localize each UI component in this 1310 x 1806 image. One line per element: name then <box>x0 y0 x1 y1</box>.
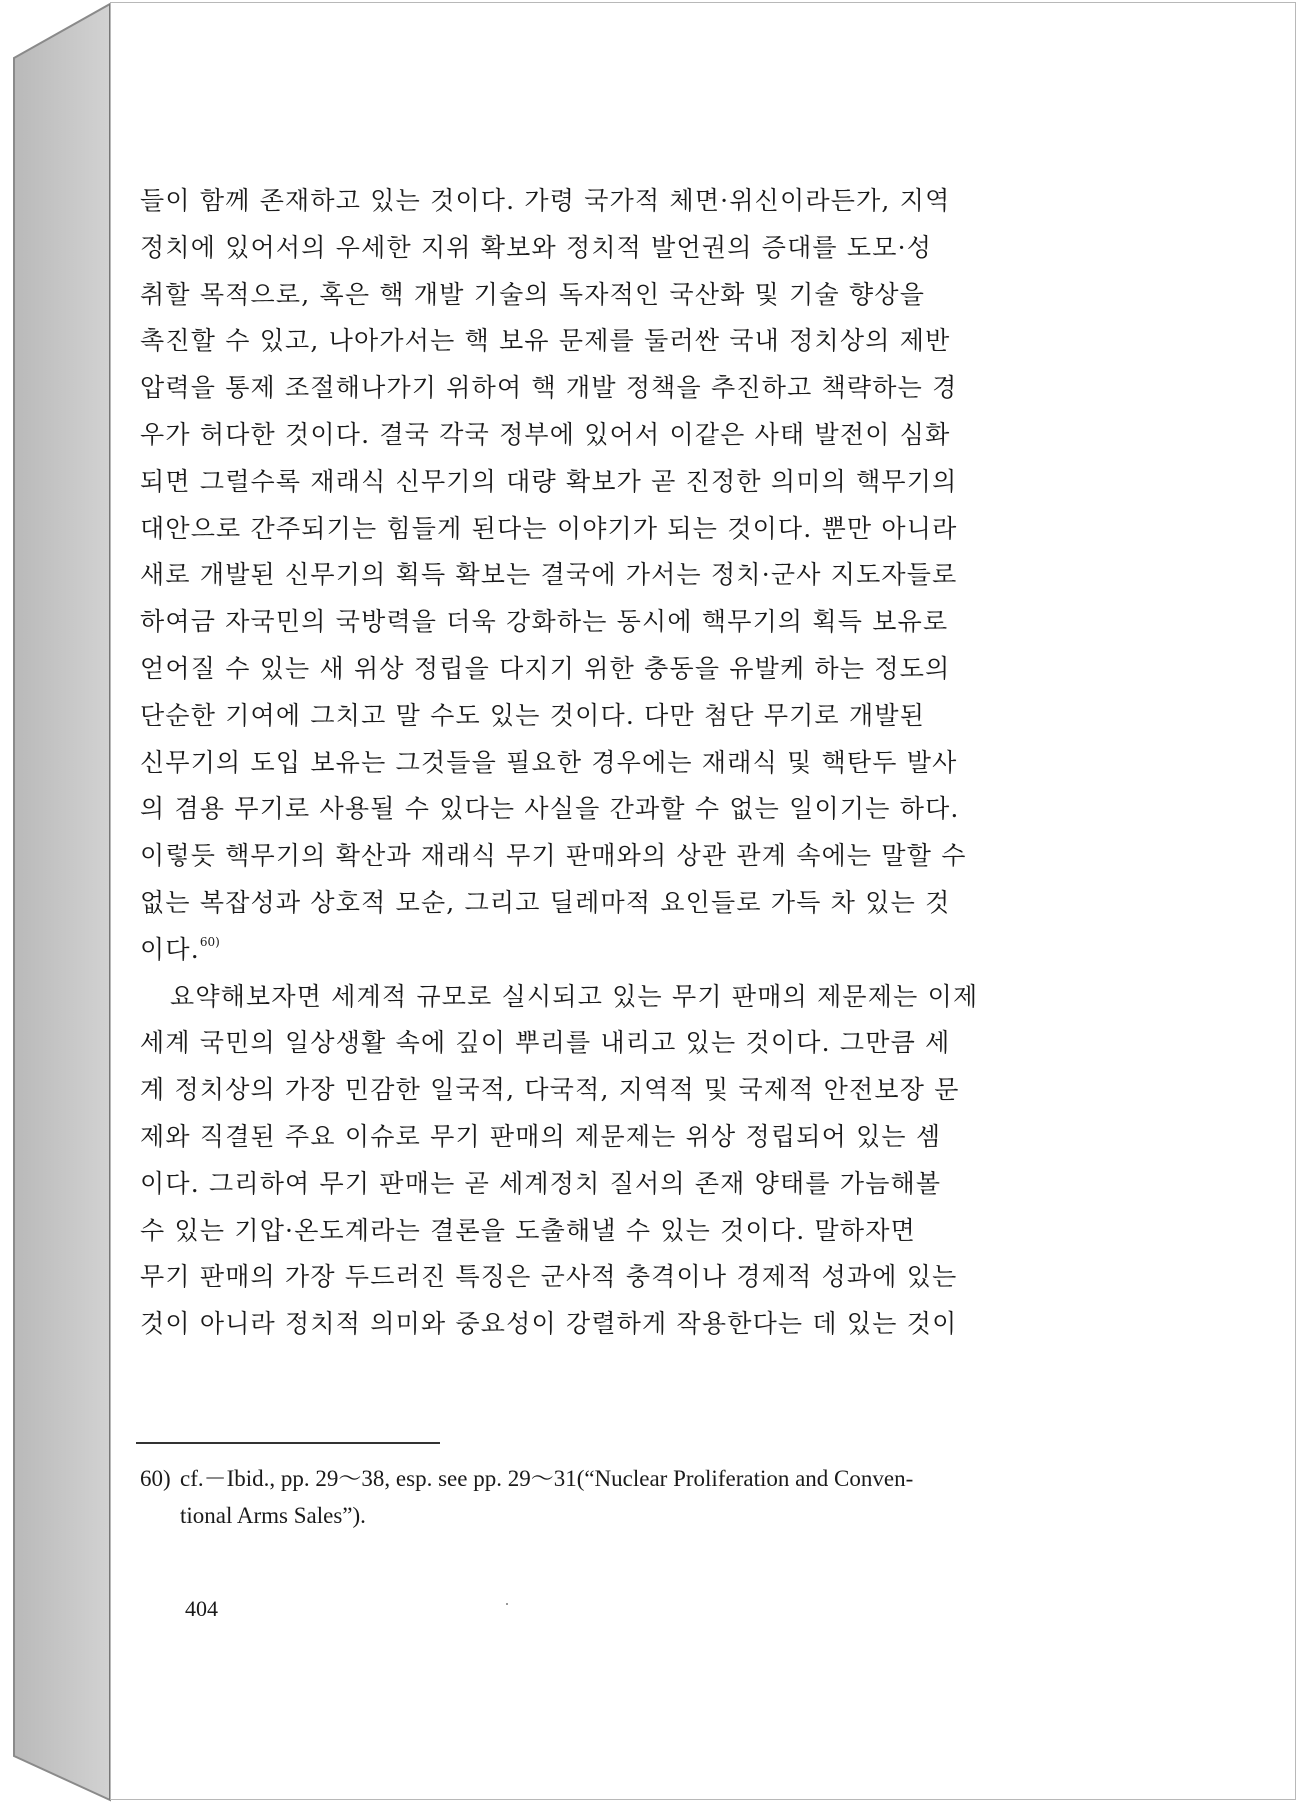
text-line: 세계 국민의 일상생활 속에 깊이 뿌리를 내리고 있는 것이다. 그만큼 세 <box>140 1028 951 1058</box>
text-line: 대안으로 간주되기는 힘들게 된다는 이야기가 되는 것이다. 뿐만 아니라 <box>140 513 958 543</box>
text-line: 하여금 자국민의 국방력을 더욱 강화하는 동시에 핵무기의 획득 보유로 <box>140 607 949 637</box>
text-line: 단순한 기여에 그치고 말 수도 있는 것이다. 다만 첨단 무기로 개발된 <box>140 700 926 730</box>
text-line: 수 있는 기압·온도계라는 결론을 도출해낼 수 있는 것이다. 말하자면 <box>140 1215 916 1245</box>
footnote-number: 60) <box>140 1466 171 1491</box>
scan-speck <box>506 1603 508 1605</box>
text-line: 되면 그럴수록 재래식 신무기의 대량 확보가 곧 진정한 의미의 핵무기의 <box>140 466 958 496</box>
text-line: 제와 직결된 주요 이슈로 무기 판매의 제문제는 위상 정립되어 있는 셈 <box>140 1121 942 1151</box>
footnote-reference: 60) <box>199 934 220 949</box>
text-line <box>140 927 1062 974</box>
text-line: 없는 복잡성과 상호적 모순, 그리고 딜레마적 요인들로 가득 차 있는 것 <box>140 887 951 917</box>
text-line: 이다. 그리하여 무기 판매는 곧 세계정치 질서의 존재 양태를 가늠해볼 <box>140 1168 942 1198</box>
footnote <box>140 1460 1062 1534</box>
text-line: 얻어질 수 있는 새 위상 정립을 다지기 위한 충동을 유발케 하는 정도의 <box>140 653 951 683</box>
text-line: 정치에 있어서의 우세한 지위 확보와 정치적 발언권의 증대를 도모·성 <box>140 232 933 262</box>
text-line: 압력을 통제 조절해나가기 위하여 핵 개발 정책을 추진하고 책략하는 경 <box>140 373 958 403</box>
footnote-text: cf.－Ibid., pp. 29～38, esp. see pp. 29～31(“Nuclear Proliferation and Conven- <box>180 1466 914 1491</box>
text-line: 의 겸용 무기로 사용될 수 있다는 사실을 간과할 수 없는 일이기는 하다. <box>140 794 960 824</box>
paragraph-first-line: 요약해보자면 세계적 규모로 실시되고 있는 무기 판매의 제문제는 이제 <box>170 981 979 1011</box>
text-line: 것이 아니라 정치적 의미와 중요성이 강렬하게 작용한다는 데 있는 것이 <box>140 1309 958 1339</box>
page-number: 404 <box>185 1596 218 1621</box>
text-line: 취할 목적으로, 혹은 핵 개발 기술의 독자적인 국산화 및 기술 향상을 <box>140 279 926 309</box>
text-line: 새로 개발된 신무기의 획득 확보는 결국에 가서는 정치·군사 지도자들로 <box>140 560 958 590</box>
text-line: 신무기의 도입 보유는 그것들을 필요한 경우에는 재래식 및 핵탄두 발사 <box>140 747 958 777</box>
text-line-end: 이다. <box>140 934 200 964</box>
text-line: 계 정치상의 가장 민감한 일국적, 다국적, 지역적 및 국제적 안전보장 문 <box>140 1075 960 1105</box>
text-line: 우가 허다한 것이다. 결국 각국 정부에 있어서 이같은 사태 발전이 심화 <box>140 419 951 449</box>
footnote-divider <box>136 1442 440 1444</box>
text-line: 이렇듯 핵무기의 확산과 재래식 무기 판매와의 상관 관계 속에는 말할 수 <box>140 841 967 871</box>
text-line: 촉진할 수 있고, 나아가서는 핵 보유 문제를 둘러싼 국내 정치상의 제반 <box>140 326 951 356</box>
text-line: 들이 함께 존재하고 있는 것이다. 가령 국가적 체면·위신이라든가, 지역 <box>140 186 951 215</box>
body-text <box>140 178 1062 1348</box>
footnote-text-continued: tional Arms Sales”). <box>180 1503 366 1528</box>
text-line: 무기 판매의 가장 두드러진 특징은 군사적 충격이나 경제적 성과에 있는 <box>140 1262 958 1292</box>
